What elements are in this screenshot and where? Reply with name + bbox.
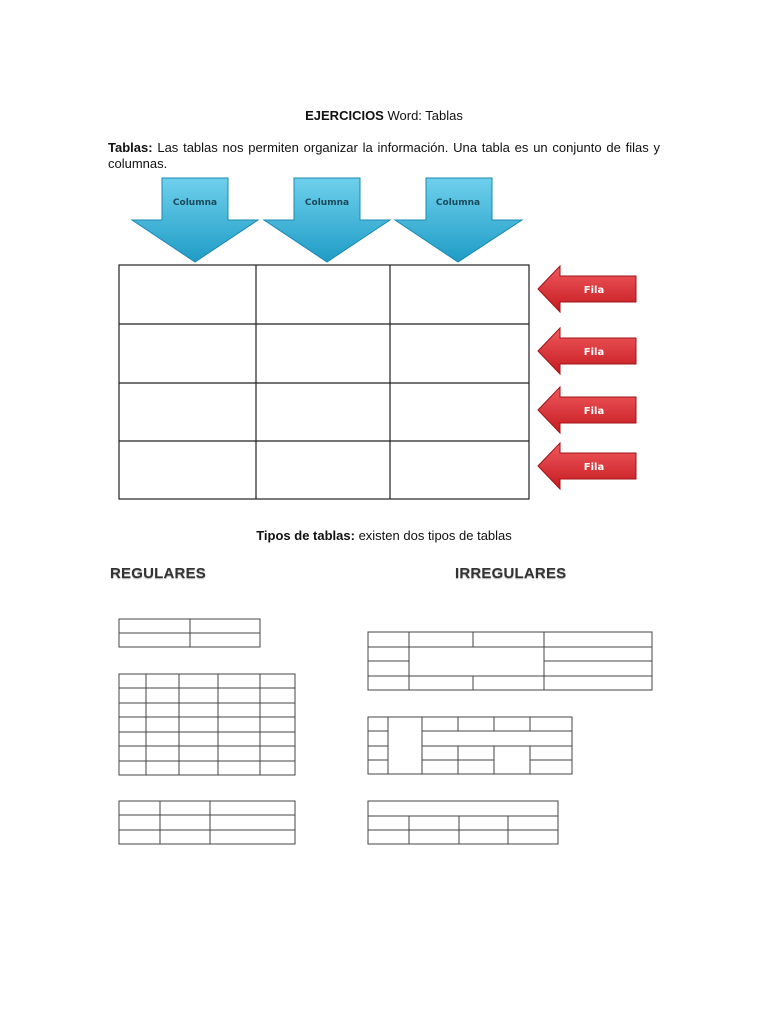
irregular-table-3 (368, 801, 558, 844)
row-arrow-label: Fila (583, 285, 605, 296)
column-arrow-label: Columna (435, 198, 481, 208)
regular-heading: REGULARES (110, 565, 206, 582)
regular-table-1 (119, 619, 260, 647)
column-arrow-1 (132, 178, 258, 262)
example-table (119, 265, 529, 499)
row-arrow-1 (538, 266, 636, 312)
row-arrow-label: Fila (583, 462, 605, 473)
column-arrow-2 (264, 178, 390, 262)
row-arrow-4 (538, 443, 636, 489)
intro-label: Tablas: (108, 140, 153, 155)
regular-table-2 (119, 674, 295, 775)
types-text: existen dos tipos de tablas (354, 528, 512, 543)
irregular-table-2 (368, 717, 572, 774)
intro-text: Las tablas nos permiten organizar la información. Una tabla es un conjunto de filas y columnas. (108, 140, 660, 171)
types-subtitle (0, 528, 768, 543)
title-rest: Word: Tablas (383, 108, 463, 123)
row-arrow-3 (538, 387, 636, 433)
irregular-table-1 (368, 632, 652, 690)
row-arrow-label: Fila (583, 406, 605, 417)
regular-table-3 (119, 801, 295, 844)
title-bold: EJERCICIOS (305, 108, 384, 123)
irregular-heading: IRREGULARES (455, 565, 567, 582)
row-arrow-2 (538, 328, 636, 374)
row-arrow-label: Fila (583, 347, 605, 358)
column-arrow-3 (395, 178, 522, 262)
column-arrow-label: Columna (172, 198, 218, 208)
types-label: Tipos de tablas: (256, 528, 355, 543)
column-arrow-label: Columna (304, 198, 350, 208)
